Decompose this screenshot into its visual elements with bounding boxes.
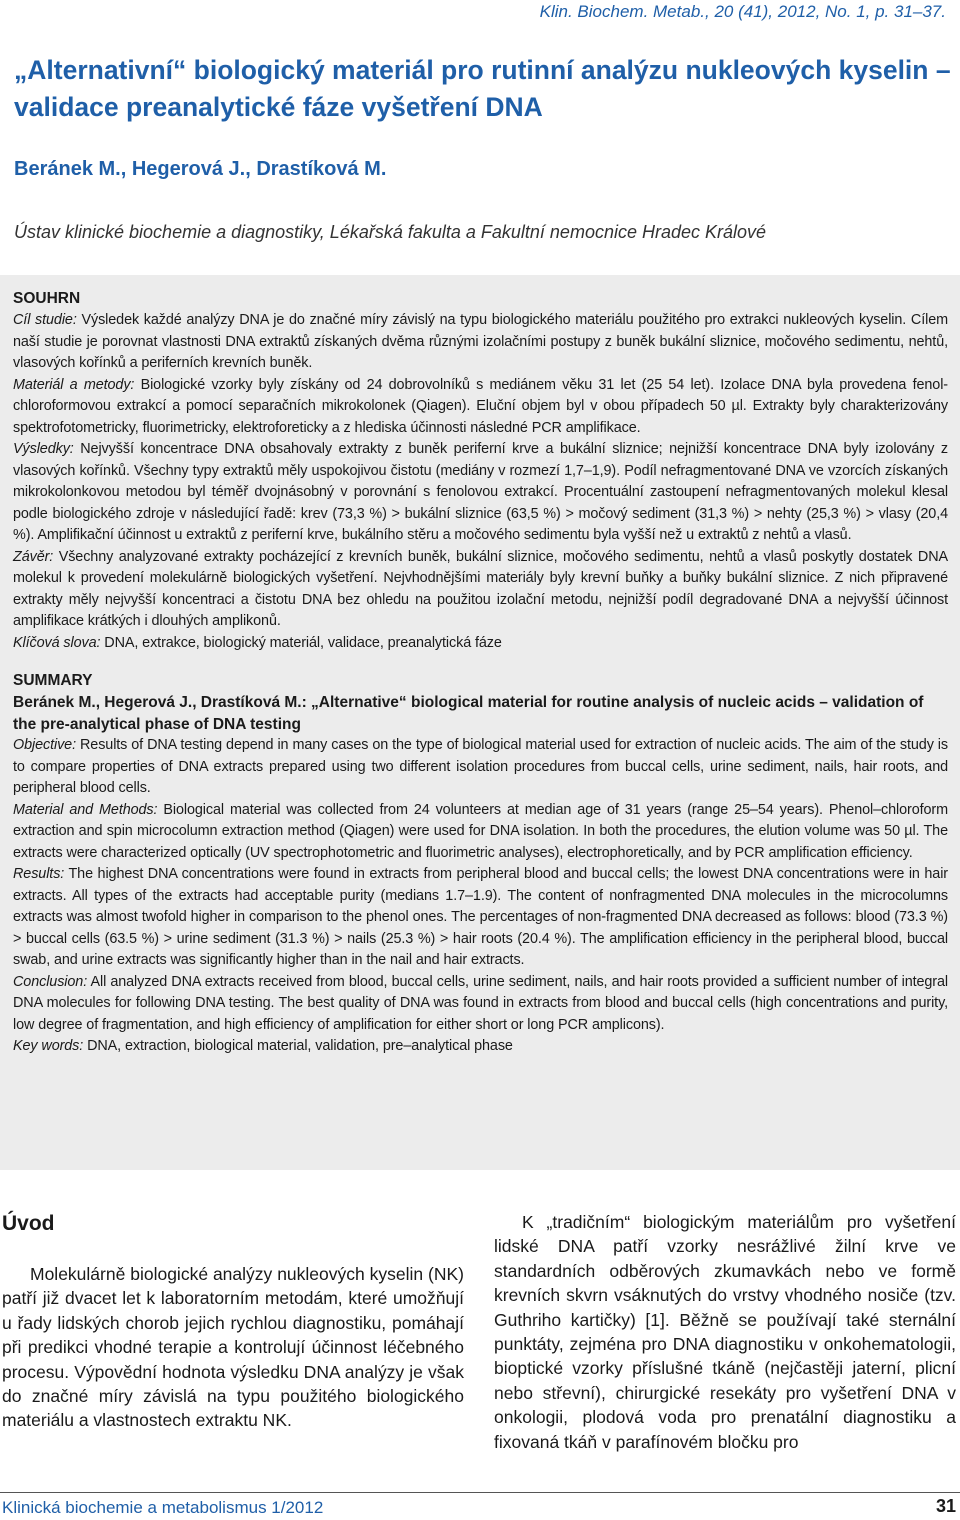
souhrn-objective-text: Výsledek každé analýzy DNA je do značné míry závislý na typu biologického materiálu použitého pro extrakci nukleových kyselin. Cílem naší studie je porovnat vlastnosti DNA extraktů získaných dvěma různými izolačními postupy z buněk bukální sliznice, močového sedimentu, nehtů, vlasových kořínků a periferních krevních buněk. [13,312,948,371]
souhrn-keywords-label: Klíčová slova: [13,634,101,651]
souhrn-conclusion-text: Všechny analyzované extrakty pocházející z krevních buněk, bukální sliznice, močového sedimentu, nehtů a vlasů poskytly dostatek DNA molekul k provedení molekulárně biologických vyšetření. Nejvhodnějšími materiály byly krevní buňky a buňky bukální sliznice. Z nich připravené extrakty měly nejvyšší koncentraci a čistotu DNA bez ohledu na použitou izolační metodu, nejnižší podíl degradované DNA a nejvyšší účinnost amplifikace krátkých i dlouhých amplikonů. [13,548,948,629]
summary-results-label: Results: [13,866,65,882]
article-title: „Alternativní“ biologický materiál pro rutinní analýzu nukleových kyselin – validace preanalytické fáze vyšetření DNA [14,55,951,122]
footer-journal: Klinická biochemie a metabolismus 1/2012 [2,1498,324,1517]
journal-reference: Klin. Biochem. Metab., 20 (41), 2012, No. 1, p. 31–37. [539,2,946,21]
summary-keywords [13,1036,948,1058]
summary-objective-text: Results of DNA testing depend in many cases on the type of biological material used for extraction of nucleic acids. The aim of the study is to compare properties of DNA extracts prepared using two different isolation procedures from buccal cells, urine sediment, nails, hair roots, and peripheral blood cells. [13,737,948,796]
souhrn-keywords-text: DNA, extrakce, biologický materiál, validace, preanalytická fáze [100,634,502,651]
summary-objective [13,735,948,800]
abstract-box [0,275,960,1170]
footer-divider [0,1492,960,1493]
souhrn-results-text: Nejvyšší koncentrace DNA obsahovaly extrakty z buněk periferní krve a bukální sliznice; nejnižší koncentrace DNA byly izolovány z vlasových kořínků. Všechny typy extraktů měly uspokojivou čistotu (mediány v rozmezí 1,7–1,9). Podíl nefragmentované DNA ve vzorcích získaných mikrokolonkovou metodou byl téměř dvojnásobný v porovnání s fenolovou extrakcí. Procentuální zastoupení nefragmentovaných molekul klesal podle biologického zdroje v následující řadě: krev (73,3 %) > bukální sliznice (63,5 %) > močový sediment (31,3 %) > nehty (25,3 %) > vlasy (20,4 %). Amplifikační účinnost u extraktů z periferní krve, bukálního stěru a močového sedimentu byla vyšší než u extraktů z nehtů a vlasů. [13,441,948,543]
intro-paragraph-right: K „tradičním“ biologickým materiálům pro vyšetření lidské DNA patří vzorky nesrážlivé žilní krve ve standardních odběrových zkumavkách nebo ve formě krevních skvrn vsáknutých do vrstvy vhodného nosiče (tzv. Guthriho kartičky) [1]. Běžně se používají také sternální punktáty, zejména pro DNA diagnostiku v onkohematologii, bioptické vzorky příslušné tkáně (nejčastěji jaterní, plicní nebo střevní), chirurgické resekáty pro vyšetření DNA v onkologii, plodová voda pro prenatální diagnostiku a fixovaná tkáň v parafínovém bločku pro [494,1212,956,1452]
summary-keywords-label: Key words: [13,1038,84,1054]
summary-methods-label: Material and Methods: [13,801,158,818]
summary-conclusion-label: Conclusion: [13,973,88,990]
summary-methods [13,800,948,865]
souhrn-objective-label: Cíl studie: [13,312,77,328]
summary-results [13,864,948,972]
souhrn-heading: SOUHRN [13,290,81,307]
souhrn-results [13,439,948,547]
summary-authors-title: Beránek M., Hegerová J., Drastíková M.: „Alternative“ biological material for routine analysis of nucleic acids – validation of the pre-analytical phase of DNA testing [13,694,924,733]
intro-paragraph-left: Molekulárně biologické analýzy nukleových kyselin (NK) patří již dvacet let k laboratorním metodám, které umožňují u řady lidských chorob jejich rychlou diagnostiku, pomáhají při predikci vhodné terapie a kontrolují účinnost léčebného procesu. Výpovědní hodnota výsledku DNA analýzy je však do značné míry závislá na typu použitého biologického materiálu a vlastnostech extraktu NK. [2,1264,464,1431]
summary-methods-text: Biological material was collected from 24 volunteers at median age of 31 years (range 25–54 years). Phenol–chloroform extraction and spin microcolumn extraction method (Qiagen) were used for DNA isolation. In both the procedures, the elution volume was 50 µl. The extracts were characterized optically (UV spectrophotometric and fluorimetric analyses), electrophoretically, and by PCR amplification efficiency. [13,801,948,861]
souhrn-results-label: Výsledky: [13,441,74,457]
summary-conclusion [13,972,948,1037]
summary-results-text: The highest DNA concentrations were found in extracts from peripheral blood and buccal cells; the lowest DNA concentrations were in hair extracts. All types of the extracts had acceptable purity (medians 1.7–1.9). The content of nonfragmented DNA molecules in the microcolumns extracts was almost twofold higher in comparison to the phenol ones. The percentages of non-fragmented DNA decreased as follows: blood (73.3 %) > buccal cells (63.5 %) > urine sediment (31.3 %) > nails (25.3 %) > hair roots (20.4 %). The amplification efficiency in the peripheral blood, buccal swab, and urine extracts was significantly higher than in the nail and hair extracts. [13,866,948,968]
souhrn-methods-label: Materiál a metody: [13,376,135,393]
article-authors: Beránek M., Hegerová J., Drastíková M. [14,158,387,180]
souhrn-conclusion [13,547,948,633]
souhrn-conclusion-label: Závěr: [13,548,54,565]
summary-objective-label: Objective: [13,737,76,753]
body-right-column [494,1210,956,1454]
summary-keywords-text: DNA, extraction, biological material, validation, pre–analytical phase [83,1038,513,1054]
body-left-column [2,1210,464,1433]
souhrn-keywords [13,633,948,655]
author-affiliation: Ústav klinické biochemie a diagnostiky, Lékařská fakulta a Fakultní nemocnice Hradec Králové [14,222,767,242]
summary-heading: SUMMARY [13,672,93,689]
souhrn-methods-text: Biologické vzorky byly získány od 24 dobrovolníků s mediánem věku 31 let (25 54 let). Izolace DNA byla provedena fenol-chloroformovou extrakcí a pomocí separačních mikrokolonek (Qiagen). Eluční objem byl v obou případech 50 µl. Extrakty byly charakterizovány spektrofotometricky, fluorimetricky, elektroforeticky a z hlediska účinnosti následné PCR amplifikace. [13,376,948,436]
summary-conclusion-text: All analyzed DNA extracts received from blood, buccal cells, urine sediment, nails, and hair roots provided a sufficient number of integral DNA molecules for following DNA testing. The best quality of DNA was found in extracts from blood and buccal cells (high concentrations and purity, low degree of fragmentation, and high efficiency of amplification for either short or long PCR amplicons). [13,973,948,1033]
intro-heading: Úvod [2,1212,55,1235]
souhrn-methods [13,375,948,440]
abstract-content [13,288,948,1058]
souhrn-objective [13,310,948,375]
page-number: 31 [935,1496,956,1516]
